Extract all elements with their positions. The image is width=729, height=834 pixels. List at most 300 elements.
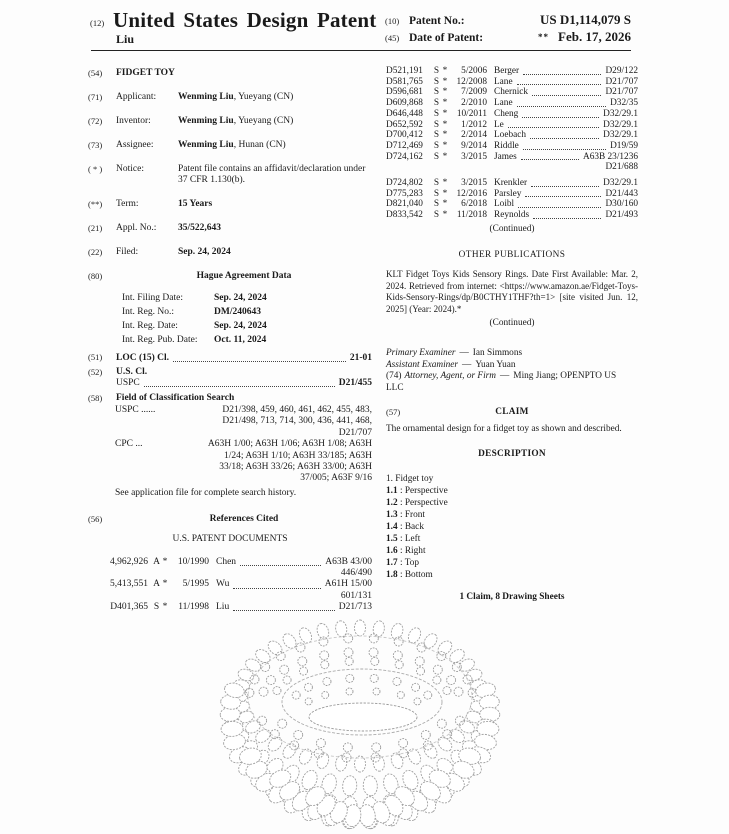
field-code: (58): [88, 393, 103, 403]
citation-date: 12/2008: [456, 76, 487, 87]
citations-continued-note: (Continued): [489, 223, 535, 234]
citation-date: 6/2018: [461, 199, 487, 210]
search-title: Field of Classification Search: [116, 393, 235, 403]
field-52-uscl: [88, 367, 372, 378]
kind-code: S: [433, 199, 440, 210]
dot-leader: [523, 74, 601, 75]
description-heading: DESCRIPTION: [478, 448, 546, 459]
search-cpc-line-2: 1/24; A63H 1/10; A63H 33/185; A63H: [223, 450, 372, 461]
kind-code: S: [153, 602, 160, 613]
notice-label: Notice:: [116, 164, 144, 174]
citation-class-2: [386, 162, 638, 173]
search-note: See application file for complete search history.: [115, 487, 297, 498]
double-asterisk-marker: **: [538, 32, 550, 42]
dot-leader: [173, 361, 346, 362]
search-uspc-text: D21/398, 459, 460, 461, 462, 455, 483,: [222, 405, 372, 415]
uspc-label: USPC: [116, 378, 140, 388]
person-name: Wenming Liu: [178, 116, 234, 126]
citation-row: [386, 66, 638, 77]
field-56-references-heading: [88, 514, 372, 525]
citation-class-2-text: 601/131: [340, 590, 372, 601]
patent-date-label: Date of Patent:: [409, 32, 484, 44]
dot-leader: [525, 196, 601, 197]
examiner-cited-marker: *: [442, 108, 448, 119]
examiner-cited-marker: *: [442, 151, 448, 162]
assistant-examiner-line: [386, 360, 633, 372]
citation-class: D19/59: [610, 140, 638, 151]
citation-row: [386, 87, 638, 98]
examiner-cited-marker: *: [442, 76, 448, 87]
field-22-filed: [88, 247, 372, 258]
dot-leader: [530, 138, 599, 139]
description-item: [386, 557, 638, 569]
search-uspc-line-3: D21/707: [338, 427, 372, 438]
view-number: 1.1: [386, 485, 398, 496]
patent-number-value: US D1,114,079 S: [539, 12, 631, 27]
hague-row: [88, 319, 372, 333]
description-item: [386, 509, 638, 521]
citation-date: 12/2016: [456, 188, 487, 199]
cited-patent-number: D712,469: [386, 140, 423, 151]
other-publications-heading: OTHER PUBLICATIONS: [458, 249, 566, 260]
em-dash: —: [459, 347, 469, 358]
citation-date: 9/2014: [461, 140, 487, 151]
appl-no-value: 35/522,643: [178, 223, 222, 233]
person-name: Wenming Liu: [178, 92, 234, 102]
cited-patent-number: D401,365: [110, 602, 148, 613]
citation-class: D32/29.1: [603, 130, 638, 141]
notice-text: Patent file contains an affidavit/declaration under 37 CFR 1.130(b).: [178, 164, 366, 185]
dot-leader: [521, 159, 579, 160]
citation-name: James: [494, 151, 517, 162]
citation-row: [386, 141, 638, 152]
kind-code: S: [433, 108, 440, 119]
field-code: ( * ): [88, 164, 103, 174]
person-location: , Hunan (CN): [233, 140, 286, 150]
em-dash: —: [462, 359, 472, 370]
description-item: [386, 533, 638, 545]
citation-row: [386, 98, 638, 109]
citation-name: Krenkler: [494, 178, 528, 189]
loc-value: 21-01: [349, 353, 372, 363]
view-number: 1.8: [386, 569, 398, 580]
dot-leader: [522, 117, 599, 118]
examiner-cited-marker: *: [162, 602, 168, 613]
citation-class: D21/713: [338, 602, 372, 613]
examiner-cited-marker: *: [162, 556, 168, 567]
cited-patent-number: 5,413,551: [110, 579, 148, 590]
assistant-examiner-label: Assistant Examiner: [386, 359, 459, 370]
header-divider: [91, 50, 631, 51]
examiner-cited-marker: *: [162, 579, 168, 590]
citation-date: 11/1998: [178, 602, 209, 613]
dot-leader: [533, 218, 601, 219]
dot-leader: [240, 565, 321, 566]
dot-leader: [518, 207, 601, 208]
citation-date: 10/2011: [456, 108, 487, 119]
field-21-appl-no: [88, 223, 372, 234]
kind-code: S: [433, 119, 440, 130]
kind-code: S: [433, 151, 440, 162]
claim-text: The ornamental design for a fidget toy as shown and described.: [386, 424, 622, 435]
citation-row: [386, 199, 638, 210]
citation-row: [386, 178, 638, 189]
citation-row: [386, 109, 638, 120]
claim-heading: CLAIM: [495, 407, 529, 418]
citation-name: Loibl: [494, 199, 515, 210]
attorney-label: Attorney, Agent, or Firm: [404, 371, 496, 382]
citation-name: Loebach: [494, 130, 527, 141]
invention-title: FIDGET TOY: [116, 68, 175, 78]
citation-name: Berger: [494, 66, 520, 76]
hague-row-value: Sep. 24, 2024: [214, 321, 267, 331]
patent-date-text: Feb. 17, 2026: [558, 29, 631, 44]
citation-date: 7/2009: [461, 87, 487, 98]
kind-code: S: [433, 87, 440, 98]
hague-row: [88, 291, 372, 305]
search-uspc-line-2: D21/498, 713, 714, 300, 436, 441, 468,: [222, 416, 372, 427]
citation-name: Cheng: [494, 108, 519, 119]
separator: :: [397, 485, 405, 496]
citation-class: A63B 23/1236: [582, 151, 638, 162]
separator: :: [397, 557, 405, 568]
cited-patent-number: D609,868: [386, 98, 423, 109]
person-field: [88, 92, 372, 103]
field-code: (21): [88, 223, 103, 233]
field-code-10: (10): [385, 16, 400, 26]
kind-code: S: [433, 98, 440, 109]
examiner-cited-marker: *: [442, 199, 448, 210]
person-name: Wenming Liu: [178, 140, 234, 150]
claims-sheets-note: 1 Claim, 8 Drawing Sheets: [459, 591, 565, 602]
patent-date-row: [385, 29, 631, 46]
citation-class-2-text: D21/688: [605, 162, 638, 173]
citation-date: 2/2010: [461, 98, 487, 109]
examiner-cited-marker: *: [442, 98, 448, 109]
citation-date: 3/2015: [461, 178, 487, 189]
citation-row: [386, 120, 638, 131]
hague-row: [88, 305, 372, 319]
field-notice: [88, 164, 372, 186]
field-code-45: (45): [385, 33, 400, 43]
hague-row-value: DM/240643: [214, 307, 261, 317]
cited-patent-number: D521,191: [386, 66, 423, 76]
examiner-cited-marker: *: [442, 140, 448, 151]
patent-number-label: Patent No.:: [409, 15, 465, 27]
hague-row-value: Oct. 11, 2024: [214, 335, 267, 345]
reference-row: [102, 602, 372, 613]
dot-leader: [523, 149, 606, 150]
cited-patent-number: D724,802: [386, 178, 423, 189]
view-label: Front: [404, 509, 426, 520]
primary-examiner-name: Ian Simmons: [472, 347, 523, 358]
inventor-surname: Liu: [116, 32, 135, 46]
document-title: United States Design Patent: [113, 8, 377, 32]
citation-date: 11/2018: [456, 210, 487, 221]
examiner-cited-marker: *: [442, 119, 448, 130]
uspc-value: D21/455: [338, 378, 372, 388]
right-column: [386, 66, 638, 602]
attorney-line: [386, 371, 633, 394]
view-number: 1.2: [386, 497, 398, 508]
field-code: (**): [88, 199, 103, 209]
view-label: Bottom: [404, 569, 433, 580]
people-fields: [88, 92, 372, 151]
view-label: Left: [404, 533, 421, 544]
search-uspc-line-1: [88, 405, 372, 416]
field-80-hague-heading: [88, 271, 372, 282]
cited-patent-number: D596,681: [386, 87, 423, 98]
search-cpc-text: A63H 1/00; A63H 1/06; A63H 1/08; A63H: [207, 439, 372, 450]
citation-class-2: [102, 568, 372, 579]
dot-leader: [531, 186, 599, 187]
hague-row-label: Int. Reg. No.:: [122, 307, 174, 317]
hague-row: [88, 333, 372, 347]
hague-row-value: Sep. 24, 2024: [214, 293, 267, 303]
description-intro: 1. Fidget toy: [386, 473, 434, 484]
citation-name: Lane: [494, 98, 513, 109]
separator: :: [397, 497, 405, 508]
left-column: [88, 68, 372, 613]
citation-class: D21/493: [605, 210, 638, 221]
field-code: (72): [88, 116, 103, 126]
description-item: [386, 485, 638, 497]
citation-date: 5/2006: [461, 66, 487, 76]
citations-list: [386, 66, 638, 221]
loc-label: LOC (15) Cl.: [116, 353, 170, 363]
title-block: [113, 9, 376, 47]
citation-class: D32/29.1: [603, 108, 638, 119]
view-label: Top: [404, 557, 420, 568]
citation-row: [386, 77, 638, 88]
description-item: [386, 521, 638, 533]
search-uspc-intro: USPC ......: [115, 405, 156, 415]
view-label: Right: [404, 545, 426, 556]
dot-leader: [144, 386, 335, 387]
cited-patent-number: D833,542: [386, 210, 423, 221]
term-value: 15 Years: [178, 199, 213, 209]
kind-code: S: [433, 76, 440, 87]
cited-patent-number: D652,592: [386, 119, 423, 130]
citation-row: [386, 152, 638, 163]
hague-row-label: Int. Reg. Pub. Date:: [122, 335, 198, 345]
us-patent-documents-list: [88, 557, 372, 613]
citation-class: D21/707: [605, 76, 638, 87]
view-number: 1.5: [386, 533, 398, 544]
references-title: References Cited: [209, 513, 279, 524]
dot-leader: [517, 84, 602, 85]
cited-patent-number: D821,040: [386, 199, 423, 210]
reference-row: [102, 579, 372, 590]
kind-code: S: [433, 140, 440, 151]
kind-code: S: [433, 130, 440, 141]
citation-name: Chen: [216, 556, 237, 567]
person-location: , Yueyang (CN): [233, 116, 294, 126]
description-item: [386, 545, 638, 557]
citation-name: Le: [494, 119, 504, 130]
citation-row: [386, 130, 638, 141]
cited-patent-number: D646,448: [386, 108, 423, 119]
field-code-74: (74): [386, 371, 402, 382]
citation-class: D21/443: [605, 188, 638, 199]
separator: :: [397, 545, 405, 556]
citation-class: A63B 43/00: [325, 556, 372, 567]
uscl-label: U.S. Cl.: [116, 367, 148, 377]
view-label: Back: [404, 521, 424, 532]
hague-row-label: Int. Reg. Date:: [122, 321, 178, 331]
citation-name: Chernick: [494, 87, 529, 98]
view-label: Perspective: [404, 485, 448, 496]
citation-row: [386, 189, 638, 200]
citation-class: A61H 15/00: [324, 579, 372, 590]
dot-leader: [233, 588, 320, 589]
citation-name: Parsley: [494, 188, 522, 199]
fidget-toy-figure: [200, 614, 530, 833]
uscl-uspc-line: [88, 378, 372, 389]
us-patent-documents-heading: U.S. PATENT DOCUMENTS: [172, 533, 288, 544]
citation-date: 1/2012: [461, 119, 487, 130]
primary-examiner-line: [386, 348, 633, 360]
field-code: (56): [88, 513, 103, 524]
search-cpc-line-3: 33/18; A63H 33/26; A63H 33/00; A63H: [219, 462, 372, 473]
citation-class: D29/122: [605, 66, 638, 76]
examiner-cited-marker: *: [442, 178, 448, 189]
field-54-title: [88, 68, 372, 79]
examiner-cited-marker: *: [442, 87, 448, 98]
citation-date: 10/1990: [177, 556, 209, 567]
primary-examiner-label: Primary Examiner: [386, 347, 456, 358]
person-role-label: Assignee:: [116, 140, 154, 150]
examiner-cited-marker: *: [442, 66, 448, 76]
header-right: [385, 12, 631, 46]
view-label: Perspective: [404, 497, 448, 508]
publications-continued-note: (Continued): [489, 318, 535, 329]
field-code: (80): [88, 271, 103, 281]
assistant-examiner-name: Yuan Yuan: [475, 359, 516, 370]
examiner-block: [386, 348, 633, 394]
attorney-name: Ming Jiang; OPENPTO US LLC: [386, 371, 617, 393]
term-label: Term:: [116, 199, 139, 209]
citation-class: D21/707: [605, 87, 638, 98]
person-value: [178, 116, 372, 127]
dot-leader: [233, 610, 335, 611]
citation-row: [386, 210, 638, 221]
citation-class: D32/29.1: [603, 119, 638, 130]
hague-title: Hague Agreement Data: [196, 271, 292, 281]
field-code: (71): [88, 92, 103, 102]
citation-date: 2/2014: [461, 130, 487, 141]
dot-leader: [532, 95, 601, 96]
search-cpc-intro: CPC ...: [115, 439, 143, 450]
kind-code: S: [433, 210, 440, 221]
kind-code: S: [433, 178, 440, 189]
field-code: (51): [88, 352, 103, 362]
field-code: (54): [88, 68, 103, 78]
examiner-cited-marker: *: [442, 130, 448, 141]
field-code-12: (12): [90, 18, 105, 28]
cited-patent-number: D581,765: [386, 76, 423, 87]
hague-row-label: Int. Filing Date:: [122, 293, 183, 303]
citation-class: D32/29.1: [603, 178, 638, 189]
citation-name: Reynolds: [494, 210, 530, 221]
dot-leader: [508, 127, 599, 128]
separator: :: [397, 521, 405, 532]
claim-heading-row: [386, 407, 638, 418]
view-number: 1.3: [386, 509, 398, 520]
view-number: 1.6: [386, 545, 398, 556]
search-cpc-line-1: [88, 439, 372, 450]
description-item: [386, 569, 638, 581]
person-role-label: Inventor:: [116, 116, 151, 126]
field-code-57: (57): [386, 407, 401, 418]
description-list: [386, 485, 638, 581]
citation-name: Riddle: [494, 140, 519, 151]
cited-patent-number: D700,412: [386, 130, 423, 141]
patent-number-row: [385, 12, 631, 29]
field-58-search-heading: [88, 393, 372, 404]
person-field: [88, 116, 372, 127]
patent-date-value: [538, 29, 631, 46]
cited-patent-number: D724,162: [386, 151, 423, 162]
citation-date: 3/2015: [461, 151, 487, 162]
field-code: (52): [88, 367, 103, 377]
citation-name: Wu: [216, 579, 230, 590]
separator: :: [397, 509, 405, 520]
cited-patent-number: D775,283: [386, 188, 423, 199]
search-cpc-line-4: 37/005; A63F 9/16: [300, 473, 372, 484]
citation-class: D32/35: [610, 98, 638, 109]
kind-code: S: [433, 66, 440, 76]
dot-leader: [517, 106, 607, 107]
field-51-loc: [88, 352, 372, 364]
field-code: (22): [88, 247, 103, 257]
field-term: [88, 199, 372, 210]
citation-date: 5/1995: [182, 579, 209, 590]
person-value: [178, 140, 372, 151]
examiner-cited-marker: *: [442, 210, 448, 221]
citation-class-2-text: 446/490: [340, 568, 372, 579]
citation-name: Liu: [216, 602, 230, 613]
person-value: [178, 92, 372, 103]
em-dash: —: [500, 371, 510, 382]
view-number: 1.7: [386, 557, 398, 568]
figure-area: [200, 614, 530, 833]
filed-label: Filed:: [116, 247, 139, 257]
kind-code: A: [153, 556, 160, 567]
person-location: , Yueyang (CN): [233, 92, 294, 102]
appl-no-label: Appl. No.:: [116, 223, 157, 233]
person-role-label: Applicant:: [116, 92, 157, 102]
other-publications-text: KLT Fidget Toys Kids Sensory Rings. Date First Available: Mar. 2, 2024. Retrieved from internet: <https://www.amazon.ae/Fidget-Toys-Kids-Sensory-Rings/dp/B0CTHY1THF?th=1> [site visited Jun. 12, 2025] (Year: 2024).*: [386, 269, 638, 314]
hague-rows: [88, 291, 372, 347]
citation-class: D30/160: [605, 199, 638, 210]
description-item: [386, 497, 638, 509]
kind-code: A: [153, 579, 160, 590]
citation-class-2: [102, 591, 372, 602]
cited-patent-number: 4,962,926: [110, 556, 148, 567]
citation-name: Lane: [494, 76, 513, 87]
field-code: (73): [88, 140, 103, 150]
view-number: 1.4: [386, 521, 398, 532]
examiner-cited-marker: *: [442, 188, 448, 199]
person-field: [88, 140, 372, 151]
separator: :: [397, 569, 405, 580]
kind-code: S: [433, 188, 440, 199]
header-left: [90, 9, 376, 47]
reference-row: [102, 557, 372, 568]
filed-value: Sep. 24, 2024: [178, 247, 231, 257]
separator: :: [397, 533, 405, 544]
